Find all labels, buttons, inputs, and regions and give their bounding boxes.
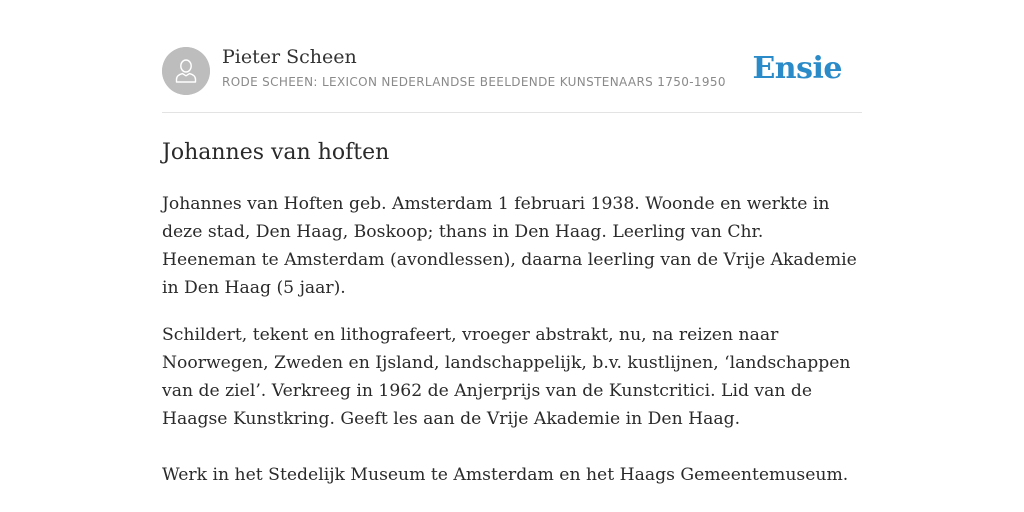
entry-header	[162, 0, 862, 113]
user-avatar-icon	[162, 47, 210, 95]
entry-card	[162, 0, 862, 485]
author-avatar[interactable]	[162, 47, 210, 95]
page-title: Johannes van hoften	[162, 140, 390, 165]
article-paragraph: Johannes van Hoften geb. Amsterdam 1 februari 1938. Woonde en werkte in deze stad, Den Haag, Boskoop; thans in Den Haag. Leerling van Chr. Heeneman te Amsterdam (avondlessen), daarna leerling van de Vrije Akademie in Den Haag (5 jaar).	[162, 194, 857, 298]
source-title[interactable]: RODE SCHEEN: LEXICON NEDERLANDSE BEELDENDE KUNSTENAARS 1750-1950	[222, 75, 726, 89]
author-name[interactable]: Pieter Scheen	[222, 46, 357, 68]
ensie-logo[interactable]: Ensie	[752, 51, 842, 86]
article-paragraph: Werk in het Stedelijk Museum te Amsterdam en het Haags Gemeentemuseum.	[162, 465, 849, 485]
article-paragraph: Schildert, tekent en lithografeert, vroeger abstrakt, nu, na reizen naar Noorwegen, Zweden en Ijsland, landschappelijk, b.v. kustlijnen, ‘landschappen van de ziel’. Verkreeg in 1962 de Anjerprijs van de Kunstcritici. Lid van de Haagse Kunstkring. Geeft les aan de Vrije Akademie in Den Haag.	[162, 325, 851, 429]
